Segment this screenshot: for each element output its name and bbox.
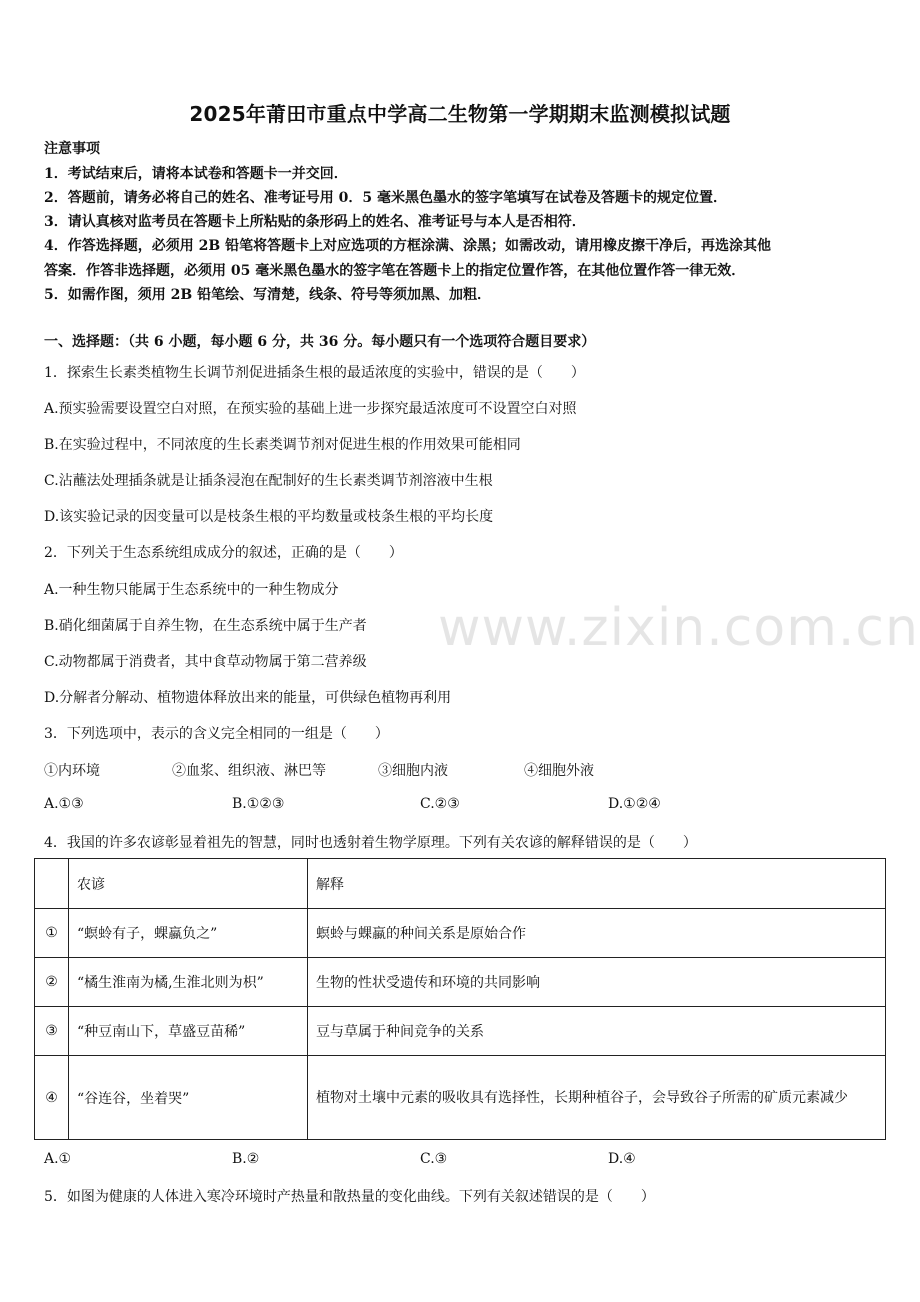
row-index: ① — [35, 909, 69, 958]
question-2-option-c: C.动物都属于消费者，其中食草动物属于第二营养级 — [44, 654, 367, 670]
question-1-option-b: B.在实验过程中，不同浓度的生长素类调节剂对促进生根的作用效果可能相同 — [44, 437, 521, 453]
question-4-option-d: D.④ — [608, 1151, 636, 1167]
question-3-item: ②血浆、组织液、淋巴等 — [172, 763, 326, 779]
watermark: www.zixin.com.cn — [438, 598, 919, 658]
section-heading: 一、选择题：（共 6 小题，每小题 6 分，共 36 分。每小题只有一个选项符合题目要求） — [44, 334, 596, 350]
row-index: ④ — [35, 1056, 69, 1140]
proverb-table — [34, 858, 886, 1140]
proverb-cell: “谷连谷，坐着哭” — [69, 1056, 308, 1140]
table-row — [35, 958, 886, 1007]
question-2-option-a: A.一种生物只能属于生态系统中的一种生物成分 — [44, 582, 339, 598]
question-3-option-b: B.①②③ — [232, 796, 285, 812]
explain-cell: 植物对土壤中元素的吸收具有选择性，长期种植谷子，会导致谷子所需的矿质元素减少 — [308, 1056, 886, 1140]
proverb-cell: “橘生淮南为橘,生淮北则为枳” — [69, 958, 308, 1007]
table-header-cell — [35, 859, 69, 909]
question-3-option-a: A.①③ — [44, 796, 84, 812]
page-title: 2025年莆田市重点中学高二生物第一学期期末监测模拟试题 — [189, 102, 731, 126]
note-item: 3．请认真核对监考员在答题卡上所粘贴的条形码上的姓名、准考证号与本人是否相符． — [44, 214, 586, 230]
question-1-option-a: A.预实验需要设置空白对照，在预实验的基础上进一步探究最适浓度可不设置空白对照 — [44, 401, 577, 417]
note-item: 5．如需作图，须用 2B 铅笔绘、写清楚，线条、符号等须加黑、加粗． — [44, 287, 492, 303]
question-3-option-d: D.①②④ — [608, 796, 661, 812]
question-1-option-d: D.该实验记录的因变量可以是枝条生根的平均数量或枝条生根的平均长度 — [44, 509, 494, 525]
question-3-item: ④细胞外液 — [524, 763, 594, 779]
explain-cell: 豆与草属于种间竞争的关系 — [308, 1007, 886, 1056]
question-3-option-c: C.②③ — [420, 796, 460, 812]
question-4-option-b: B.② — [232, 1151, 260, 1167]
question-3-item: ③细胞内液 — [378, 763, 448, 779]
table-header-cell: 解释 — [308, 859, 886, 909]
table-header-row — [35, 859, 886, 909]
question-4-option-c: C.③ — [420, 1151, 448, 1167]
question-1-stem: 1．探索生长素类植物生长调节剂促进插条生根的最适浓度的实验中，错误的是（ ） — [44, 365, 585, 381]
proverb-cell: “种豆南山下，草盛豆苗稀” — [69, 1007, 308, 1056]
proverb-cell: “螟蛉有子，蜾蠃负之” — [69, 909, 308, 958]
note-item: 答案．作答非选择题，必须用 05 毫米黑色墨水的签字笔在答题卡上的指定位置作答，在其他位置作答一律无效． — [44, 263, 746, 279]
question-3-stem: 3．下列选项中，表示的含义完全相同的一组是（ ） — [44, 726, 389, 742]
note-item: 2．答题前，请务必将自己的姓名、准考证号用 0．5 毫米黑色墨水的签字笔填写在试卷及答题卡的规定位置． — [44, 190, 727, 206]
explain-cell: 生物的性状受遗传和环境的共同影响 — [308, 958, 886, 1007]
row-index: ③ — [35, 1007, 69, 1056]
table-header-cell: 农谚 — [69, 859, 308, 909]
note-item: 1．考试结束后，请将本试卷和答题卡一并交回． — [44, 166, 348, 182]
table-row — [35, 1007, 886, 1056]
question-2-option-d: D.分解者分解动、植物遗体释放出来的能量，可供绿色植物再利用 — [44, 690, 452, 706]
row-index: ② — [35, 958, 69, 1007]
question-4-option-a: A.① — [44, 1151, 72, 1167]
table-row — [35, 1056, 886, 1140]
question-4-stem: 4．我国的许多农谚彰显着祖先的智慧，同时也透射着生物学原理。下列有关农谚的解释错误的是（ ） — [44, 835, 697, 851]
question-1-option-c: C.沾蘸法处理插条就是让插条浸泡在配制好的生长素类调节剂溶液中生根 — [44, 473, 493, 489]
question-5-stem: 5．如图为健康的人体进入寒冷环境时产热量和散热量的变化曲线。下列有关叙述错误的是（ ） — [44, 1189, 655, 1205]
question-2-stem: 2．下列关于生态系统组成成分的叙述，正确的是（ ） — [44, 545, 403, 561]
notes-heading: 注意事项 — [44, 141, 100, 157]
table-row — [35, 909, 886, 958]
question-2-option-b: B.硝化细菌属于自养生物，在生态系统中属于生产者 — [44, 618, 367, 634]
explain-cell: 螟蛉与蜾蠃的种间关系是原始合作 — [308, 909, 886, 958]
question-3-item: ①内环境 — [44, 763, 100, 779]
note-item: 4．作答选择题，必须用 2B 铅笔将答题卡上对应选项的方框涂满、涂黑；如需改动，请用橡皮擦干净后，再选涂其他 — [44, 238, 772, 254]
